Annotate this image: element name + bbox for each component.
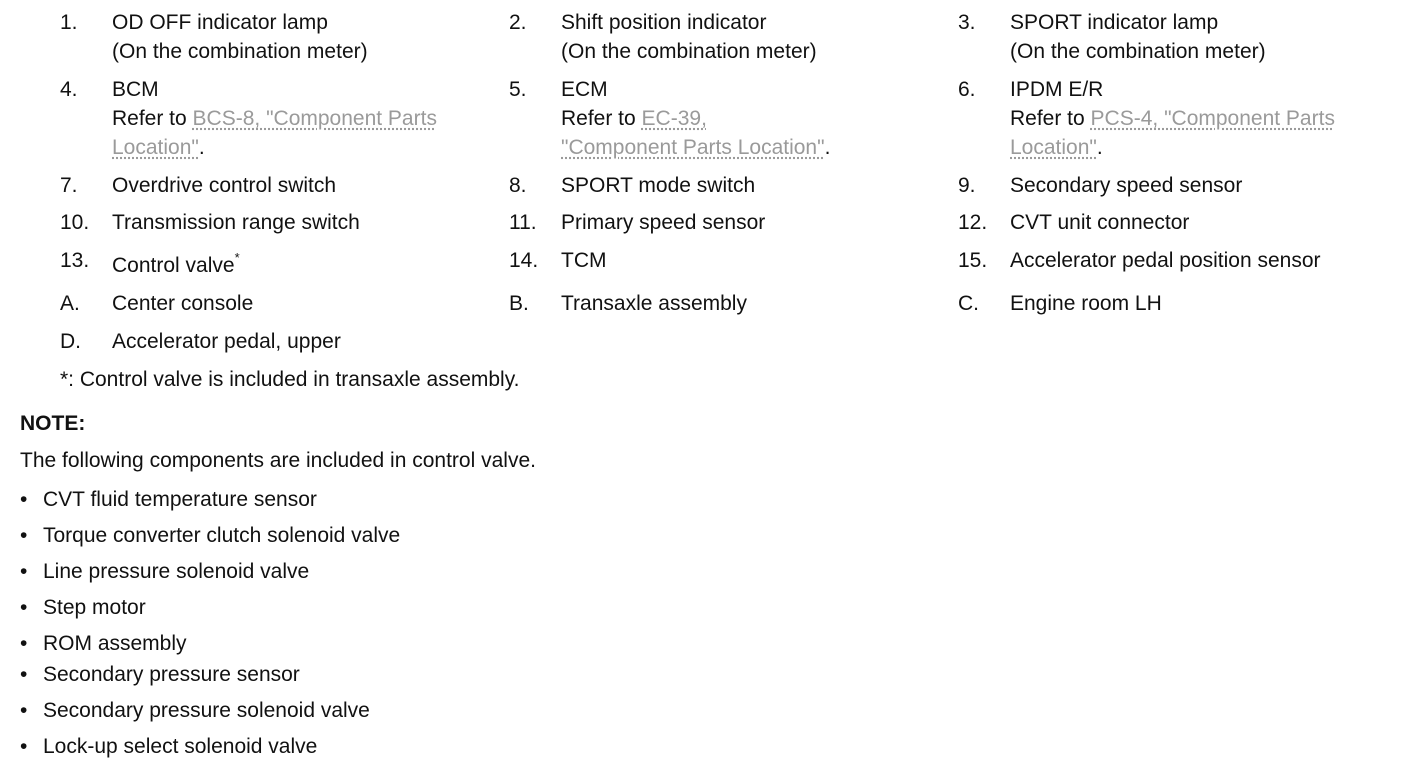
item-letter: A. [60,292,80,315]
item-number: 10. [60,211,90,234]
item-number: 3. [958,11,976,34]
item-label: BCM Refer to BCS-8, "Component Parts Location". [112,78,437,159]
bullet-icon: • [20,735,28,758]
bullet-icon: • [20,560,28,583]
note-intro: The following components are included in control valve. [20,449,536,472]
item-label: Accelerator pedal position sensor [1010,249,1321,272]
item-label: Engine room LH [1010,292,1162,315]
item-number: 6. [958,78,976,101]
reference-link-bcs-8[interactable]: BCS-8, "Component Parts Location" [112,107,437,159]
item-number: 5. [509,78,527,101]
item-label: Control valve* [112,250,240,277]
item-label: Center console [112,292,254,315]
list-item-label: Lock-up select solenoid valve [43,735,318,758]
item-label: SPORT mode switch [561,174,756,197]
item-label: TCM [561,249,607,272]
footnote-marker: * [234,250,240,265]
item-label: Transmission range switch [112,211,360,234]
item-label: Overdrive control switch [112,174,337,197]
list-item-label: CVT fluid temperature sensor [43,488,317,511]
footnote: *: Control valve is included in transaxle assembly. [60,368,520,391]
item-label: IPDM E/R Refer to PCS-4, "Component Parts Location". [1010,78,1335,159]
item-letter: D. [60,330,81,353]
reference-link-pcs-4[interactable]: PCS-4, "Component Parts Location" [1010,107,1335,159]
item-number: 2. [509,11,527,34]
item-number: 12. [958,211,988,234]
item-number: 13. [60,249,90,272]
bullet-icon: • [20,488,28,511]
item-number: 4. [60,78,78,101]
item-letter: C. [958,292,979,315]
item-label: Transaxle assembly [561,292,747,315]
bullet-icon: • [20,699,28,722]
item-label: CVT unit connector [1010,211,1190,234]
item-number: 15. [958,249,988,272]
list-item-label: Secondary pressure sensor [43,663,300,686]
item-number: 1. [60,11,78,34]
list-item-label: Torque converter clutch solenoid valve [43,524,401,547]
item-number: 14. [509,249,539,272]
item-label: Shift position indicator (On the combination meter) [561,11,817,63]
list-item-label: Line pressure solenoid valve [43,560,310,583]
item-label: Accelerator pedal, upper [112,330,341,353]
bullet-icon: • [20,524,28,547]
item-letter: B. [509,292,529,315]
item-label: ECM Refer to EC-39, "Component Parts Location". [561,78,831,159]
bullet-icon: • [20,632,28,655]
reference-link-ec-39[interactable]: EC-39, "Component Parts Location" [561,107,825,159]
item-number: 9. [958,174,976,197]
list-item-label: Secondary pressure solenoid valve [43,699,370,722]
bullet-icon: • [20,596,28,619]
item-label: SPORT indicator lamp (On the combination meter) [1010,11,1266,63]
item-label: Primary speed sensor [561,211,766,234]
item-label: Secondary speed sensor [1010,174,1243,197]
note-heading: NOTE: [20,412,86,435]
list-item-label: ROM assembly [43,632,187,655]
item-number: 11. [509,211,537,234]
list-item-label: Step motor [43,596,146,619]
item-label: OD OFF indicator lamp (On the combination meter) [112,11,368,63]
item-number: 8. [509,174,527,197]
bullet-icon: • [20,663,28,686]
item-number: 7. [60,174,78,197]
